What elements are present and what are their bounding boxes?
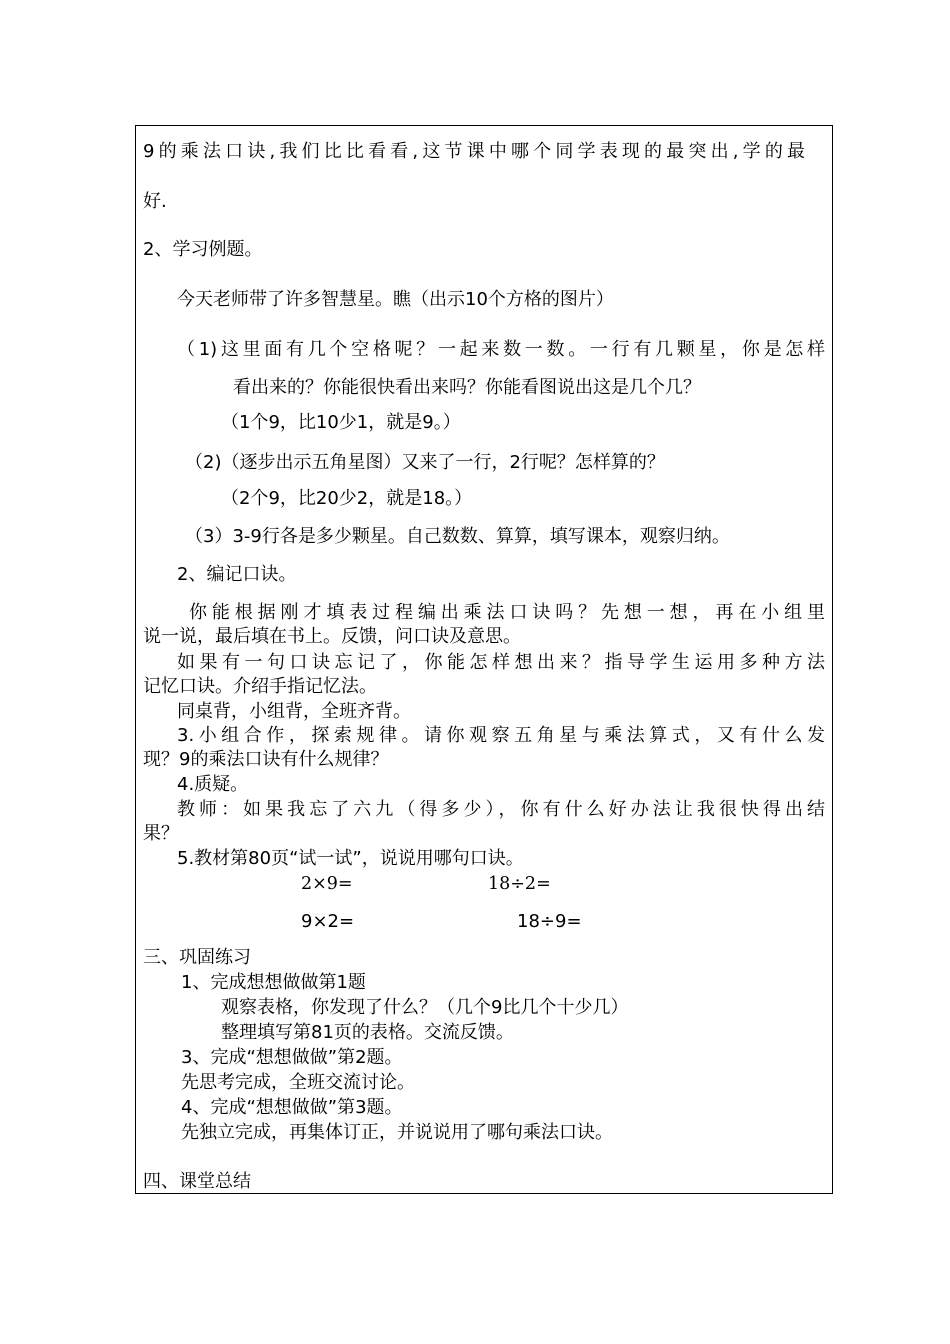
text-line: 3、完成“想想做做”第2题。 (181, 1047, 403, 1068)
text-line: （1)这里面有几个空格呢？一起来数一数。一行有几颗星，你是怎样 (177, 339, 825, 360)
section-heading: 2、编记口诀。 (177, 564, 297, 585)
text-line: 说一说，最后填在书上。反馈，问口诀及意思。 (143, 626, 521, 647)
text-line: 3.小组合作，探索规律。请你观察五角星与乘法算式，又有什么发 (177, 725, 825, 746)
section-heading: 2、学习例题。 (143, 239, 263, 260)
text-line: 你能根据刚才填表过程编出乘法口诀吗？先想一想，再在小组里 (189, 602, 825, 623)
section-heading: 四、课堂总结 (143, 1171, 251, 1192)
text-line: （2个9，比20少2，就是18。） (221, 488, 473, 509)
equation: 18÷9= (517, 911, 582, 932)
text-line: 同桌背，小组背，全班齐背。 (177, 701, 411, 722)
equation: 18÷2= (488, 874, 551, 894)
equation: 2×9= (301, 874, 353, 894)
text-line: 先思考完成，全班交流讨论。 (181, 1072, 415, 1093)
text-line: 4.质疑。 (177, 774, 249, 795)
text-line: 如果有一句口诀忘记了，你能怎样想出来？指导学生运用多种方法 (177, 652, 825, 673)
text-line: 观察表格，你发现了什么？（几个9比几个十少几） (221, 997, 629, 1018)
text-line: 记忆口诀。介绍手指记忆法。 (143, 676, 377, 697)
text-line: 好. (143, 191, 167, 212)
text-line: 现？9的乘法口诀有什么规律？ (143, 749, 389, 770)
text-line: 果？ (143, 823, 179, 844)
text-line: 整理填写第81页的表格。交流反馈。 (221, 1022, 514, 1043)
text-line: 9的乘法口诀,我们比比看看,这节课中哪个同学表现的最突出,学的最 (143, 141, 805, 162)
section-heading: 三、巩固练习 (143, 947, 251, 968)
equation: 9×2= (301, 911, 355, 932)
text-line: 先独立完成，再集体订正，并说说用了哪句乘法口诀。 (181, 1122, 613, 1143)
text-line: 1、完成想想做做第1题 (181, 972, 366, 993)
text-line: （2)（逐步出示五角星图）又来了一行，2行呢？怎样算的？ (185, 452, 665, 473)
text-line: 4、完成“想想做做”第3题。 (181, 1097, 403, 1118)
text-line: 教师：如果我忘了六九（得多少），你有什么好办法让我很快得出结 (177, 799, 825, 820)
text-line: 今天老师带了许多智慧星。瞧（出示10个方格的图片） (177, 289, 614, 310)
text-line: （1个9，比10少1，就是9。） (221, 412, 461, 433)
text-line: （3）3-9行各是多少颗星。自己数数、算算，填写课本，观察归纳。 (185, 526, 730, 547)
text-line: 5.教材第80页“试一试”，说说用哪句口诀。 (177, 848, 524, 869)
text-line: 看出来的？你能很快看出来吗？你能看图说出这是几个几？ (233, 377, 701, 398)
